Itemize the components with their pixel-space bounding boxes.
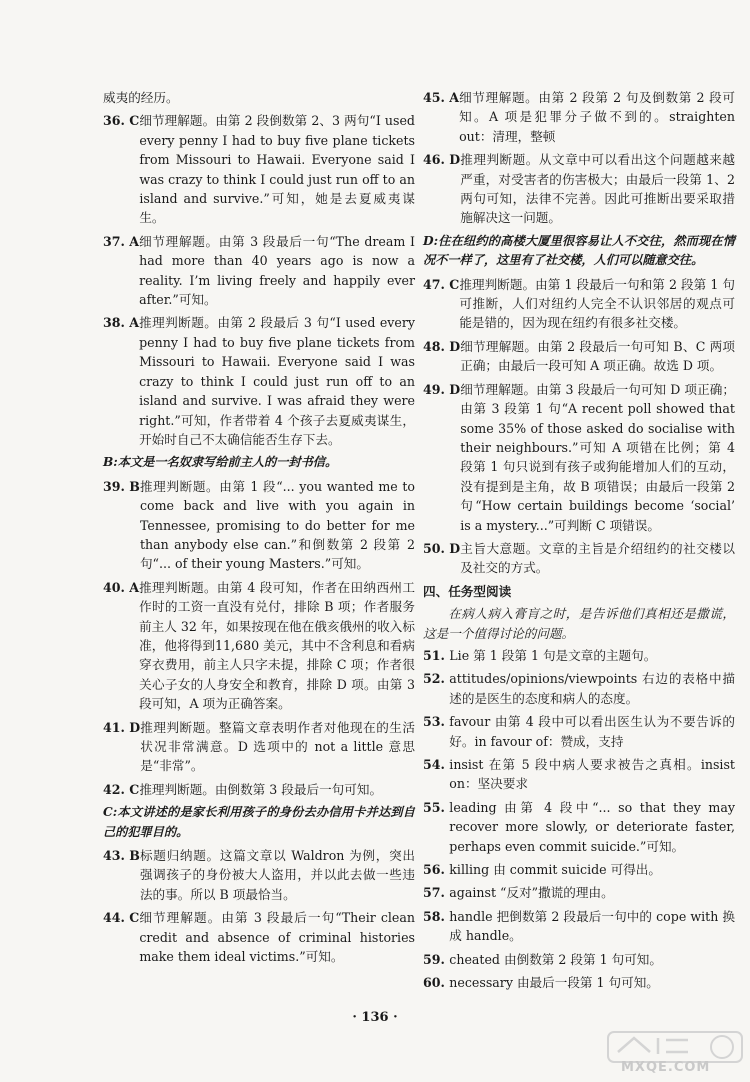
answer-entry	[423, 755, 735, 794]
answer-entry	[423, 950, 735, 969]
answer-explanation: necessary 由最后一段第 1 句可知。	[449, 975, 659, 991]
answer-number: 46. D	[423, 152, 461, 168]
answer-entry	[103, 578, 415, 714]
section-heading: 四、任务型阅读	[423, 583, 512, 599]
answer-number: 58.	[423, 908, 450, 924]
answer-number: 42. C	[103, 781, 140, 797]
passage-summary: C:本文讲述的是家长利用孩子的身份去办信用卡并达到自己的犯罪目的。	[103, 805, 415, 839]
answer-number: 54.	[423, 757, 450, 772]
answer-entry	[103, 477, 415, 574]
answer-explanation: 细节理解题。由第 3 段最后一句可知 D 项正确；由第 3 段第 1 句“A recent poll showed that some 35% of those asked do socialise with their neighbours.”可知 A 项错在比例；第 4 段第 1 句只说到有孩子或狗能增加人们的互动，没有提到是主角，故 B 项错误；由最后一段第 2 句“How certain buildings become ‘social’ is a mystery...”可判断 C 项错误。	[460, 381, 735, 533]
answer-entry	[423, 539, 735, 578]
answer-entry	[103, 908, 415, 966]
answer-explanation: 细节理解题。由第 3 段最后一句“Their clean credit and absence of criminal histories make them ideal victims.”可知。	[139, 910, 415, 965]
answer-entry	[423, 646, 735, 665]
answer-number: 51.	[423, 647, 450, 663]
answer-number: 37. A	[103, 233, 140, 249]
watermark-text: MXQE.COM	[621, 1060, 711, 1075]
answer-entry	[103, 718, 415, 776]
left-column	[103, 88, 415, 970]
answer-entry	[103, 780, 415, 799]
answer-explanation: 推理判断题。从文章中可以看出这个问题越来越严重，对受害者的伤害极大；由最后一段第 1、2 两句可知，法律不完善。因此可推断出要采取措施解决这一问题。	[460, 152, 735, 226]
answer-entry	[423, 275, 735, 333]
answer-number: 36. C	[103, 113, 140, 129]
answer-number: 50. D	[423, 540, 461, 556]
answer-explanation: 推理判断题。由第 1 段“... you wanted me to come back and live with you again in Tennessee, promising to do better for me than anybody else can.”和倒数第 2 段第 2 句“... of their young Masters.”可知。	[139, 478, 415, 572]
answer-number: 41. D	[103, 719, 141, 735]
answer-number: 48. D	[423, 338, 461, 354]
answer-explanation: 推理判断题。由第 4 段可知，作者在田纳西州工作时的工资一直没有兑付，排除 B 项；作者服务前主人 32 年，如果按现在他在俄亥俄州的收入标准，他将得到11,680 美元，其中不含利息和看病穿衣费用，前主人只字未提，排除 C 项；作者很关心子女的人身安全和教育，排除 D 项。由第 3 段可知，A 项为正确答案。	[139, 579, 415, 712]
answer-number: 59.	[423, 951, 450, 967]
answer-explanation: 细节理解题。由第 2 段第 2 句及倒数第 2 段可知。A 项是犯罪分子做不到的。straighten out：清理，整顿	[459, 90, 735, 144]
answer-number: 40. A	[103, 579, 140, 595]
answer-entry	[423, 907, 735, 946]
answer-number: 52.	[423, 671, 450, 687]
answer-entry	[423, 669, 735, 708]
answer-explanation: attitudes/opinions/viewpoints 右边的表格中描述的是医生的态度和病人的态度。	[449, 671, 735, 706]
answer-explanation: 推理判断题。由第 1 段最后一句和第 2 段第 1 句可推断，人们对纽约人完全不认识邻居的观点可能是错的，因为现在纽约有很多社交楼。	[459, 276, 735, 331]
answer-number: 47. C	[423, 276, 460, 292]
answer-entry	[103, 313, 415, 449]
answer-number: 57.	[423, 885, 450, 901]
answer-entry	[423, 150, 735, 228]
answer-explanation: 标题归纳题。这篇文章以 Waldron 为例，突出强调孩子的身份被大人盗用，并以此去做一些违法的事。所以 B 项最恰当。	[139, 848, 415, 902]
answer-explanation: handle 把倒数第 2 段最后一句中的 cope with 换成 handle。	[449, 908, 735, 944]
answer-entry	[423, 798, 735, 856]
answer-explanation: leading 由第 4 段中“... so that they may recover more slowly, or deteriorate faster, perhaps even commit suicide.”可知。	[449, 799, 735, 854]
answer-explanation: Lie 第 1 段第 1 句是文章的主题句。	[449, 647, 657, 663]
answer-explanation: 主旨大意题。文章的主旨是介绍纽约的社交楼以及社交的方式。	[460, 540, 735, 576]
answer-number: 55.	[423, 799, 450, 815]
passage-summary: D:住在纽约的高楼大厦里很容易让人不交往，然而现在情况不一样了，这里有了社交楼，人们可以随意交往。	[423, 233, 735, 268]
answer-entry	[423, 712, 735, 751]
section-intro: 在病人病入膏肓之时，是告诉他们真相还是撒谎，这是一个值得讨论的问题。	[423, 606, 735, 641]
answer-entry	[423, 973, 735, 992]
answer-explanation: 细节理解题。由第 2 段最后一句可知 B、C 两项正确；由最后一段可知 A 项正确。故选 D 项。	[460, 338, 735, 374]
answer-number: 43. B	[103, 848, 140, 864]
continued-text: 威夷的经历。	[103, 90, 179, 105]
answer-number: 45. A	[423, 90, 460, 105]
answer-explanation: 细节理解题。由第 3 段最后一句“The dream I had more than 40 years ago is now a reality. I’m living freely and happily ever after.”可知。	[139, 233, 415, 308]
answer-entry	[103, 846, 415, 904]
answer-number: 60.	[423, 975, 450, 991]
answer-explanation: killing 由 commit suicide 可得出。	[449, 862, 661, 878]
answer-explanation: insist 在第 5 段中病人要求被告之真相。insist on：坚决要求	[449, 757, 735, 792]
answer-entry	[423, 88, 735, 146]
answer-number: 39. B	[103, 478, 140, 494]
answer-entry	[423, 883, 735, 902]
answer-number: 56.	[423, 862, 450, 878]
answer-entry	[103, 232, 415, 310]
answer-explanation: 细节理解题。由第 2 段倒数第 2、3 两句“I used every penny I had to buy five plane tickets from Missouri to Hawaii. Everyone said I was crazy to think I could just run off to an island and survive.”可知，她是去夏威夷谋生。	[139, 113, 415, 226]
answer-number: 38. A	[103, 315, 140, 331]
answer-explanation: 推理判断题。由倒数第 3 段最后一句可知。	[139, 781, 383, 797]
answer-number: 53.	[423, 714, 450, 730]
answer-entry	[423, 380, 735, 535]
answer-entry	[103, 111, 415, 227]
answer-explanation: 推理判断题。整篇文章表明作者对他现在的生活状况非常满意。D 选项中的 not a little 意思是“非常”。	[140, 719, 415, 774]
answer-explanation: cheated 由倒数第 2 段第 1 句可知。	[449, 951, 662, 967]
passage-summary: B:本文是一名奴隶写给前主人的一封书信。	[103, 455, 338, 470]
answer-entry	[423, 337, 735, 376]
page-number: · 136 ·	[352, 1010, 398, 1025]
right-column	[423, 88, 735, 996]
answer-explanation: favour 由第 4 段中可以看出医生认为不要告诉的好。in favour of：赞成，支持	[449, 714, 735, 749]
answer-explanation: against “反对”撒谎的理由。	[449, 885, 614, 901]
answer-explanation: 推理判断题。由第 2 段最后 3 句“I used every penny I had to buy five plane tickets from Missouri to Hawaii. Everyone said I was crazy to think I could just run off to an island and survive. I was afraid they were right.”可知，作者带着 4 个孩子去夏威夷谋生，开始时自己不太确信能否生存下去。	[139, 315, 415, 447]
answer-number: 49. D	[423, 381, 461, 397]
answer-entry	[423, 860, 735, 879]
answer-number: 44. C	[103, 910, 140, 926]
